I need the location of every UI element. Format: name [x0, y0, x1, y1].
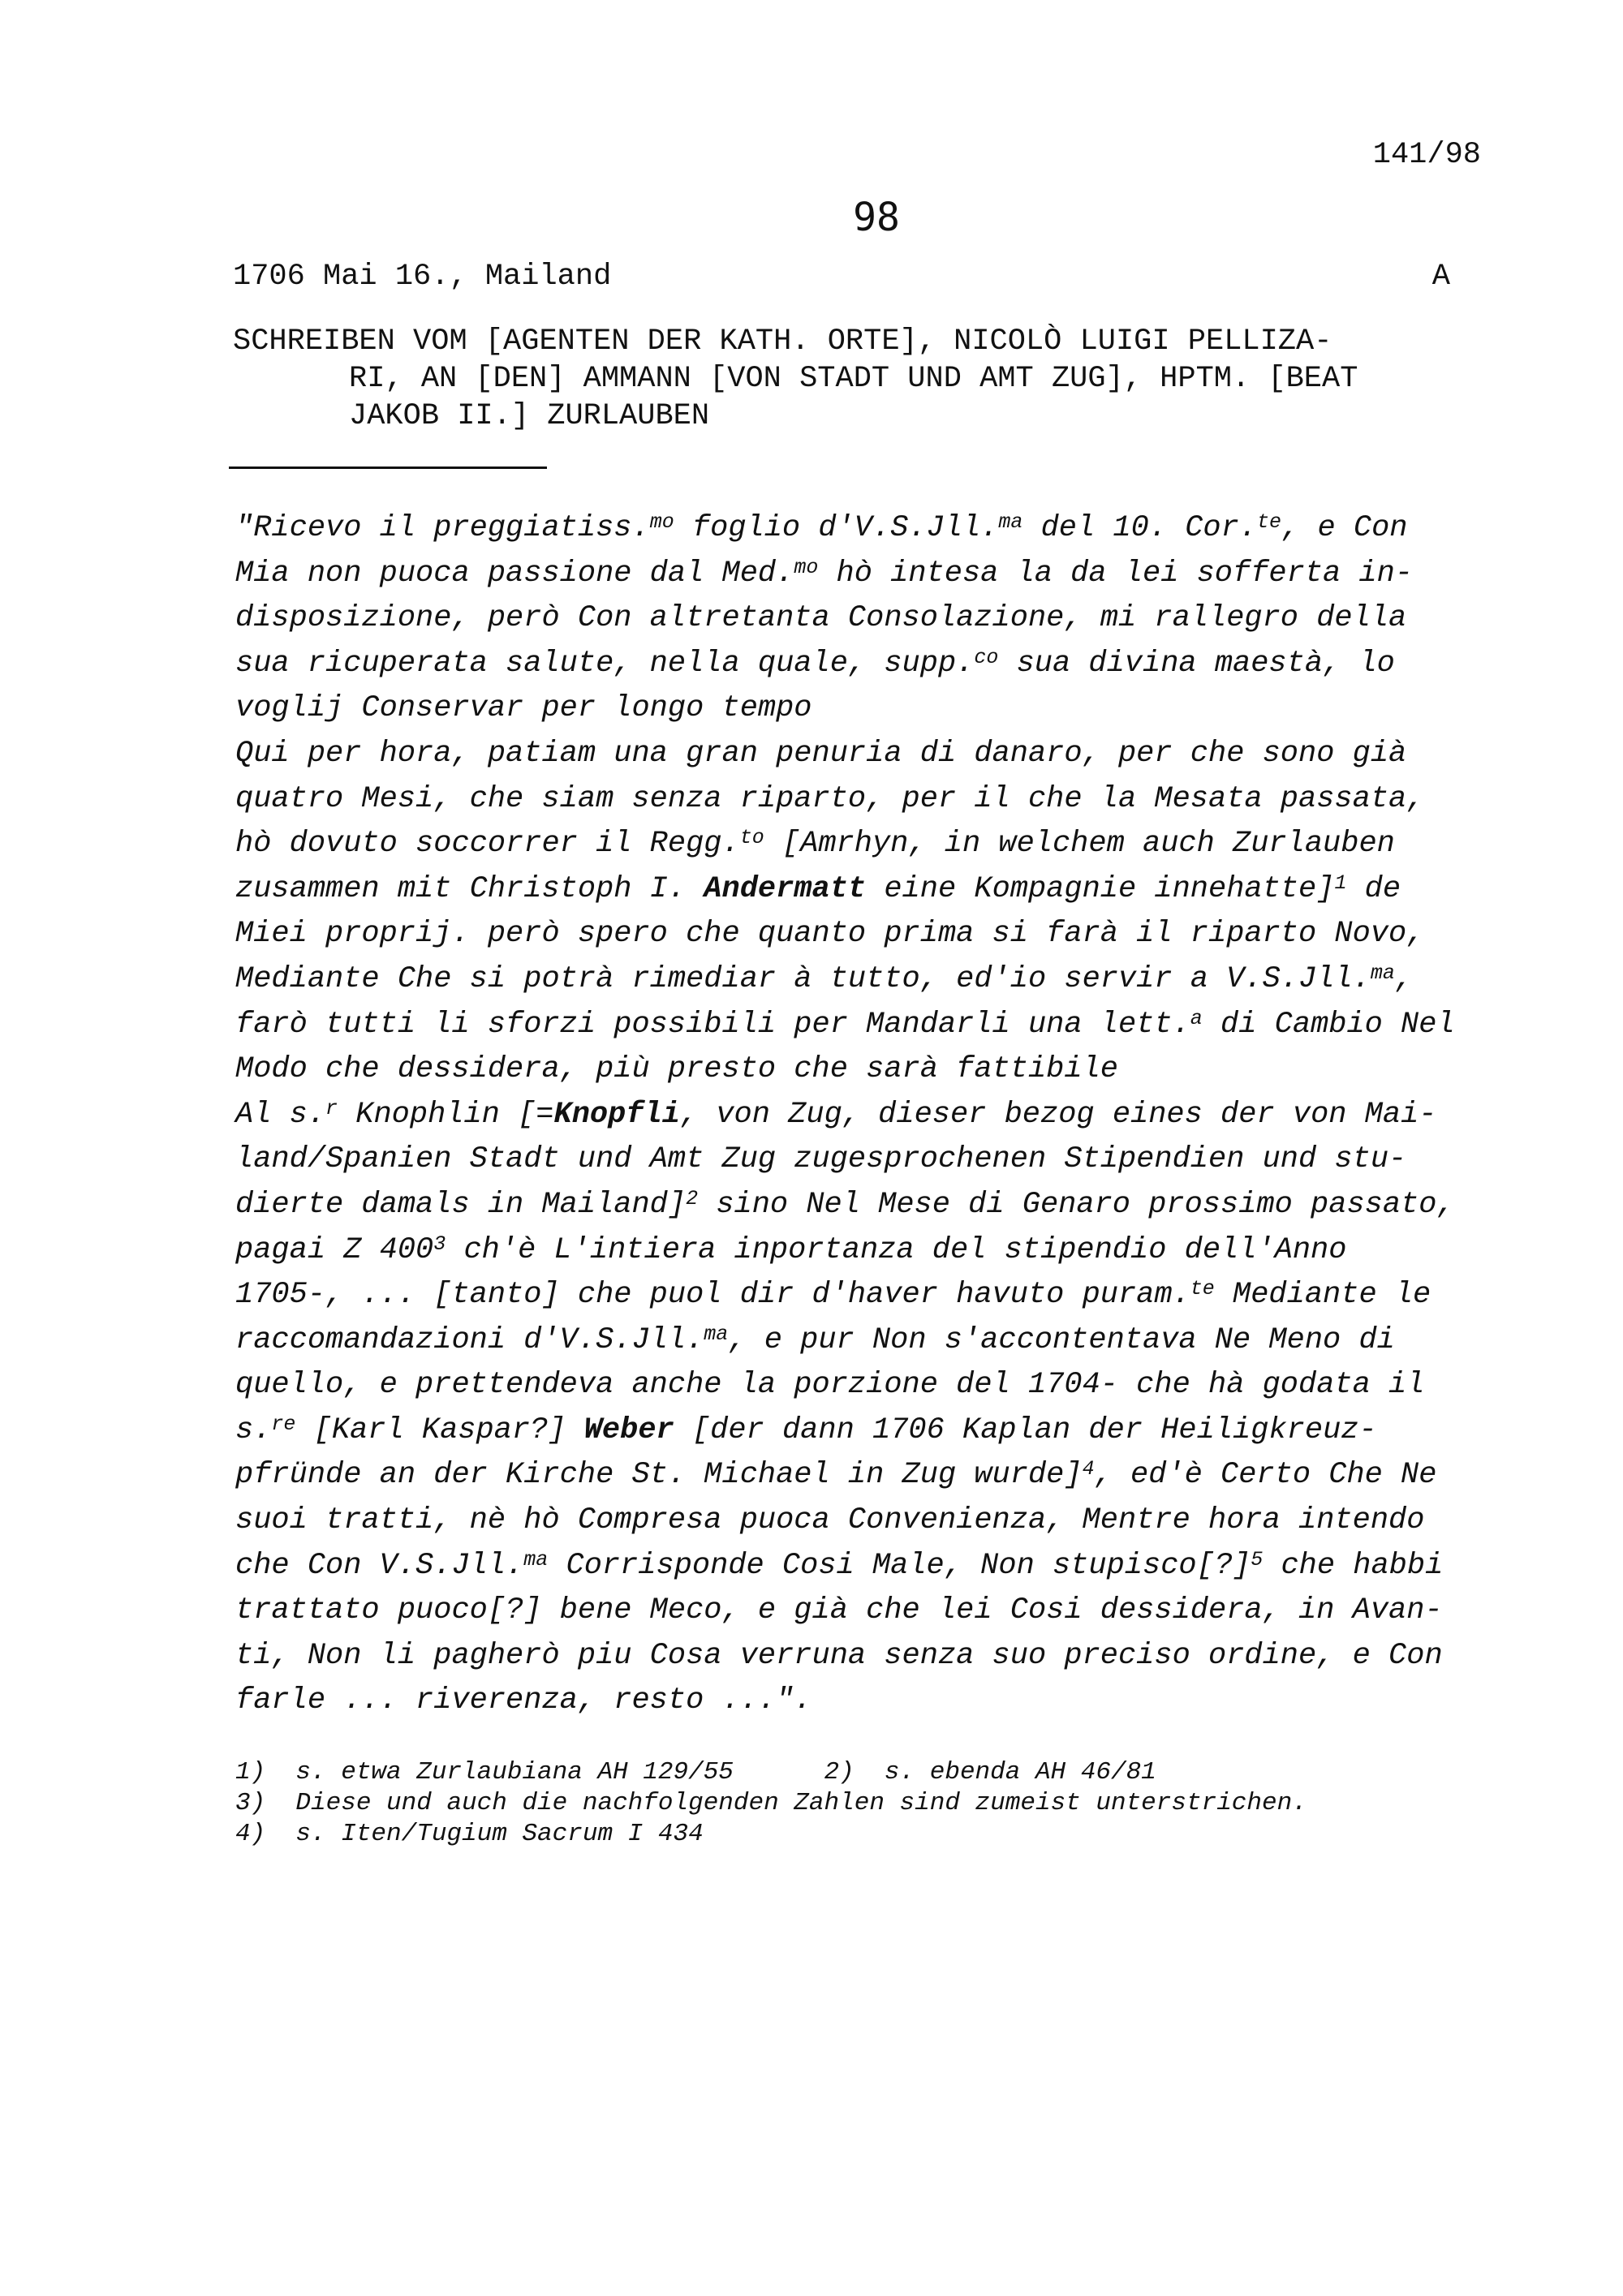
footnotes	[235, 1757, 1501, 1850]
footnote-ref: 1	[1334, 871, 1347, 895]
text-line: Qui per hora, patiam una gran penuria di danaro, per che sono già	[235, 736, 1407, 771]
footnote-ref: 4	[1082, 1457, 1095, 1481]
archive-letter: A	[1431, 260, 1450, 294]
text-line: che Con V.S.Jll.$^{ma}$ Corrisponde Cosi Male, Non stupisco[?]$^5$ che habbi	[235, 1547, 1444, 1583]
text-line: disposizione, però Con altretanta Consolazione, mi rallegro della	[235, 601, 1407, 636]
text-line: quatro Mesi, che siam senza riparto, per il che la Mesata passata,	[235, 781, 1425, 816]
text-line: pagai Z $400^3$ ch'è L'intiera inportanza del stipendio dell'Anno	[235, 1232, 1347, 1267]
text-line: land/Spanien Stadt und Amt Zug zugesprochenen Stipendien und stu-	[235, 1142, 1407, 1177]
text-line: raccomandazioni d'V.S.Jll.$^{ma}$, e pur Non s'accontentava Ne Meno di	[235, 1322, 1395, 1357]
page-id: 141/98	[1372, 138, 1481, 172]
text-line: Mia non puoca passione dal Med.$^{mo}$ hò intesa la da lei sofferta in-	[235, 555, 1414, 591]
footnote: 1) s. etwa Zurlaubiana AH 129/55 2) s. ebenda AH 46/81	[235, 1758, 1156, 1786]
footnote: 3) Diese und auch die nachfolgenden Zahlen sind zumeist unterstrichen.	[235, 1789, 1307, 1817]
letter-transcription	[235, 506, 1501, 1724]
text-line: voglij Conservar per longo tempo	[235, 691, 812, 726]
text-line: Mediante Che si potrà rimediar à tutto, ed'io servir a V.S.Jll.$^{ma}$,	[235, 961, 1414, 996]
text-line: s.$^{re}$ [Karl Kaspar?] Weber [der dann 1706 Kaplan der Heiligkreuz-	[235, 1412, 1377, 1447]
person-name: Andermatt	[704, 871, 867, 906]
date-place: 1706 Mai 16., Mailand	[233, 260, 612, 294]
text-line: 1705-, ... [tanto] che puol dir d'haver havuto puram.$^{te}$ Mediante le	[235, 1277, 1431, 1313]
text-line: Al s.$^r$ Knophlin [=Knopfli, von Zug, dieser bezog eines der von Mai-	[235, 1096, 1437, 1132]
text-line: ti, Non li pagherò piu Cosa verruna senza suo preciso ordine, e Con	[235, 1638, 1443, 1673]
heading-line: RI, AN [DEN] AMMANN [VON STADT UND AMT ZUG], HPTM. [BEAT	[349, 362, 1358, 396]
text-line: sua ricuperata salute, nella quale, supp.$^{co}$ sua divina maestà, lo	[235, 645, 1395, 681]
document-number: 98	[853, 195, 900, 240]
text-line: trattato puoco[?] bene Meco, e già che lei Cosi dessidera, in Avan-	[235, 1593, 1443, 1628]
text-line: farò tutti li sforzi possibili per Mandarli una lett.$^a$ di Cambio Nel	[235, 1006, 1455, 1042]
text-line: zusammen mit Christoph I. Andermatt eine Kompagnie innehatte]$^1$ de	[235, 871, 1401, 906]
text-line: Modo che dessidera, più presto che sarà fattibile	[235, 1052, 1118, 1087]
heading-line: JAKOB II.] ZURLAUBEN	[349, 399, 710, 433]
footnote-ref: 3	[433, 1232, 446, 1256]
text-line: farle ... riverenza, resto ...".	[235, 1683, 812, 1718]
heading-divider	[229, 467, 547, 469]
text-line: hò dovuto soccorrer il Regg.$^{to}$ [Amrhyn, in welchem auch Zurlauben	[235, 826, 1395, 862]
text-line: quello, e prettendeva anche la porzione del 1704- che hà godata il	[235, 1368, 1425, 1403]
text-line: "Ricevo il preggiatiss.$^{mo}$ foglio d'V.S.Jll.$^{ma}$ del 10. Cor.$^{te}$, e Con	[235, 510, 1408, 545]
footnote-ref: 2	[686, 1186, 699, 1210]
heading-line: SCHREIBEN VOM [AGENTEN DER KATH. ORTE], NICOLÒ LUIGI PELLIZA-	[233, 325, 1332, 359]
footnote-ref: 5	[1251, 1547, 1264, 1572]
text-line: suoi tratti, nè hò Compresa puoca Convenienza, Mentre hora intendo	[235, 1503, 1425, 1538]
text-line: dierte damals in Mailand]$^2$ sino Nel Mese di Genaro prossimo passato,	[235, 1186, 1455, 1222]
person-name: Weber	[583, 1412, 674, 1447]
person-name: Knopfli	[553, 1097, 680, 1132]
text-line: pfründe an der Kirche St. Michael in Zug wurde]$^4$, ed'è Certo Che Ne	[235, 1457, 1437, 1493]
dateline	[233, 260, 1450, 294]
document-heading	[233, 323, 1483, 435]
text-line: Miei proprij. però spero che quanto prima si farà il riparto Novo,	[235, 917, 1425, 952]
footnote: 4) s. Iten/Tugium Sacrum I 434	[235, 1820, 704, 1848]
